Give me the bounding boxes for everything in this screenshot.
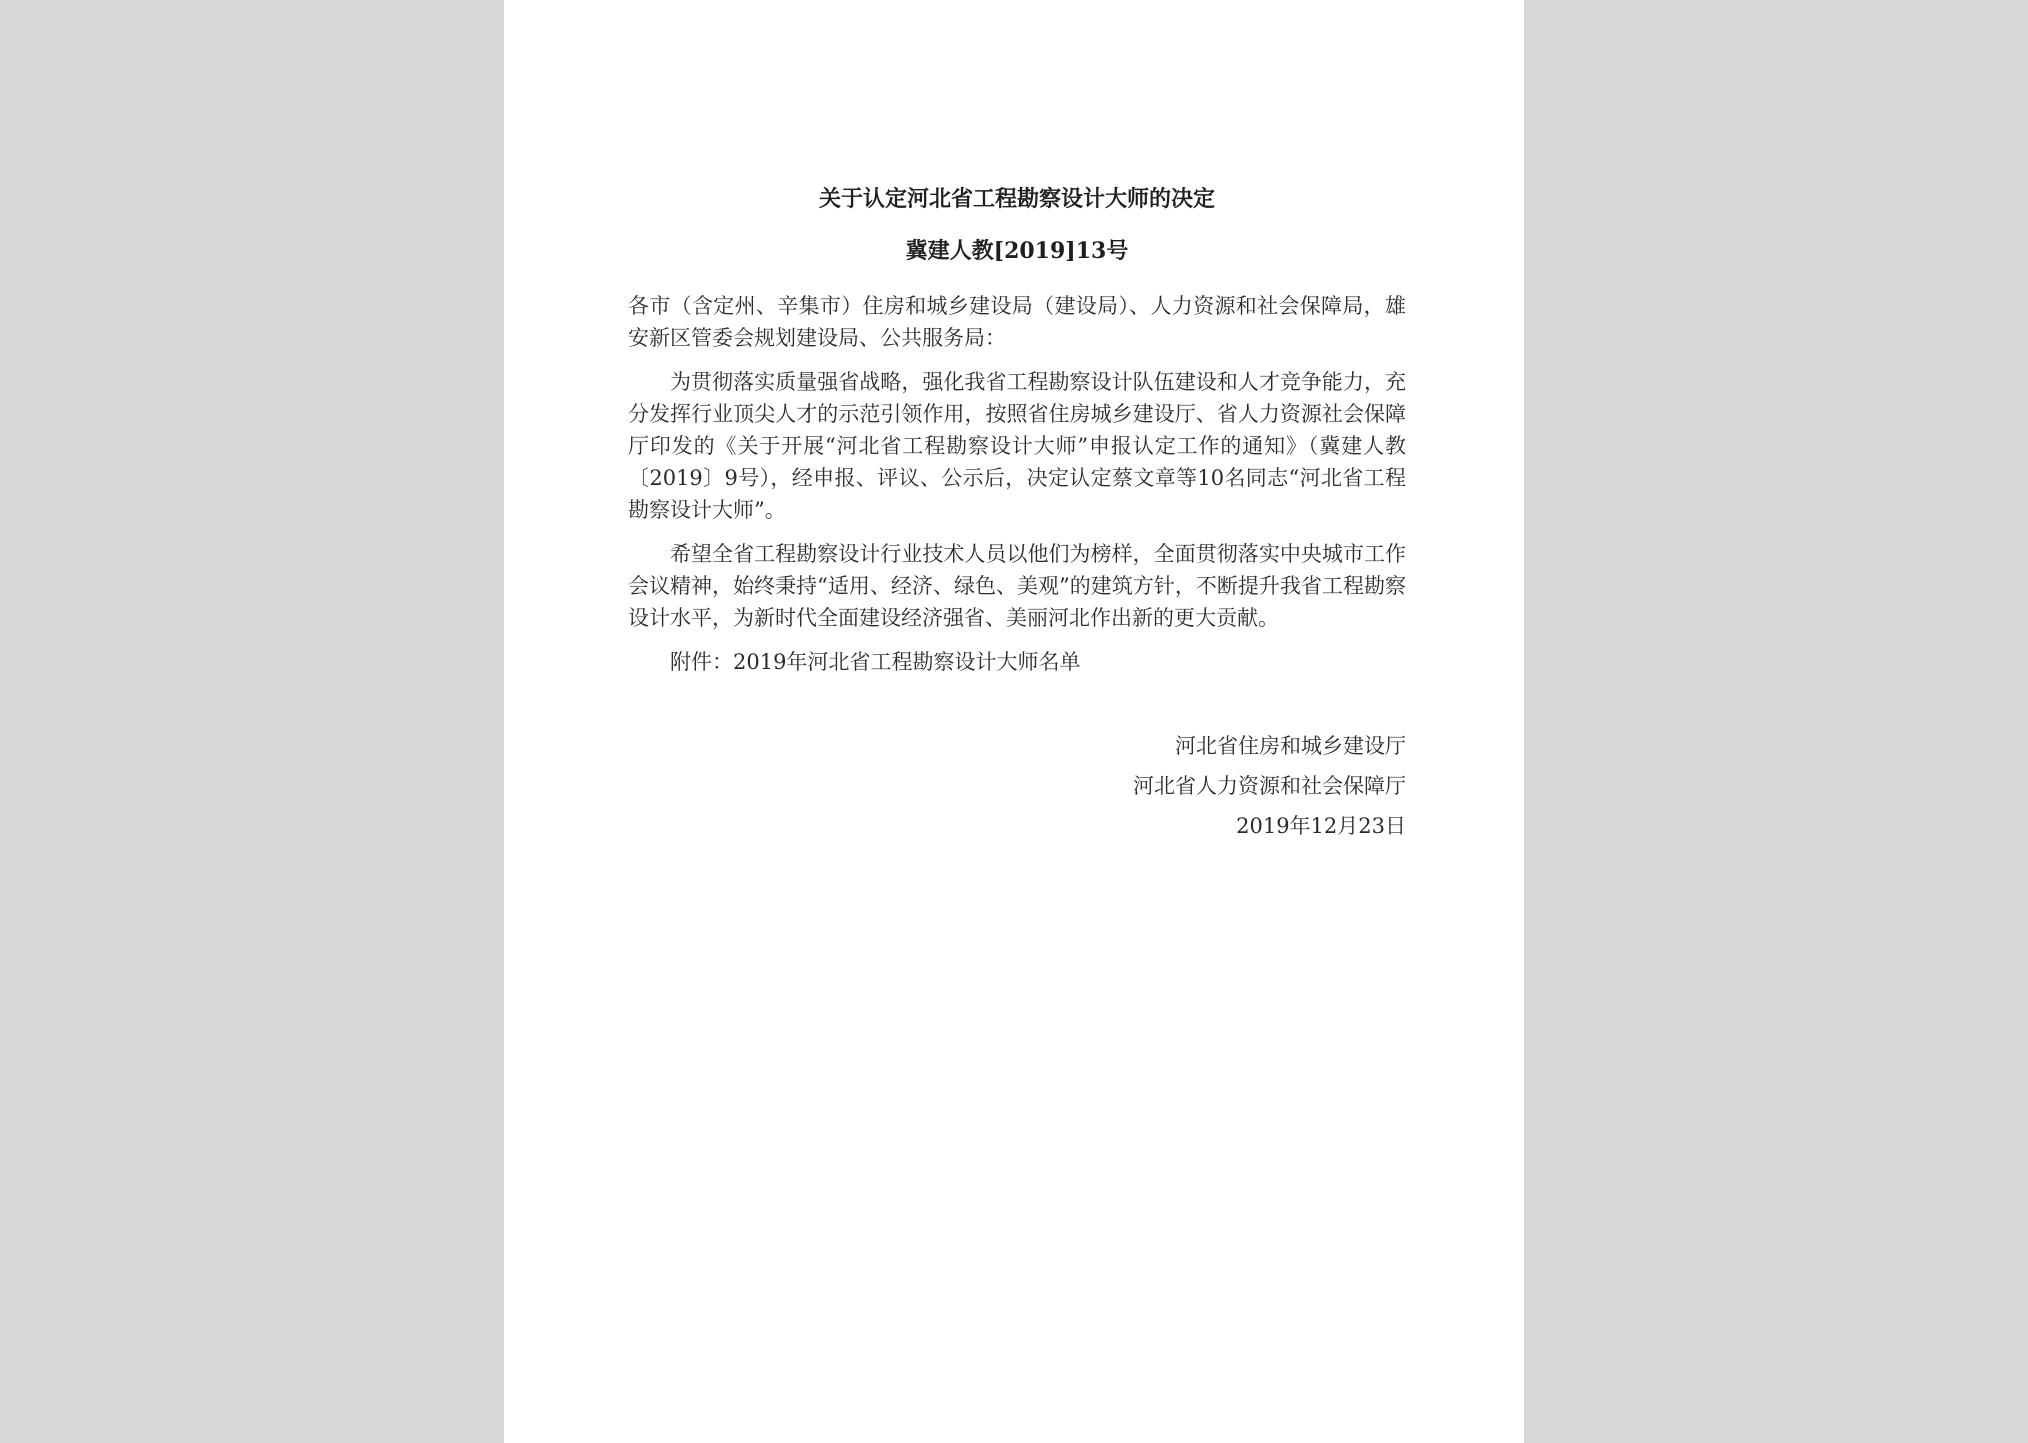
- document-content: [628, 184, 1406, 846]
- attachment-line: 附件：2019年河北省工程勘察设计大师名单: [670, 650, 1081, 674]
- body-paragraph-2: 希望全省工程勘察设计行业技术人员以他们为榜样，全面贯彻落实中央城市工作会议精神，始终秉持“适用、经济、绿色、美观”的建筑方针，不断提升我省工程勘察设计水平，为新时代全面建设经济强省、美丽河北作出新的更大贡献。: [628, 542, 1406, 630]
- document-page: [504, 0, 1524, 1443]
- issuer-hr-department: 河北省人力资源和社会保障厅: [1133, 774, 1406, 798]
- document-number: 冀建人教[2019]13号: [905, 238, 1129, 264]
- body-paragraph-1: 为贯彻落实质量强省战略，强化我省工程勘察设计队伍建设和人才竞争能力，充分发挥行业顶尖人才的示范引领作用，按照省住房城乡建设厅、省人力资源社会保障厅印发的《关于开展“河北省工程勘察设计大师”申报认定工作的通知》（冀建人教〔2019〕9号），经申报、评议、公示后，决定认定蔡文章等10名同志“河北省工程勘察设计大师”。: [628, 370, 1406, 522]
- signature-block: [628, 726, 1406, 846]
- addressee: 各市（含定州、辛集市）住房和城乡建设局（建设局）、人力资源和社会保障局，雄安新区管委会规划建设局、公共服务局：: [628, 294, 1406, 350]
- issuer-housing-department: 河北省住房和城乡建设厅: [1175, 734, 1406, 758]
- document-title: 关于认定河北省工程勘察设计大师的决定: [818, 186, 1215, 212]
- issue-date: 2019年12月23日: [1236, 814, 1406, 838]
